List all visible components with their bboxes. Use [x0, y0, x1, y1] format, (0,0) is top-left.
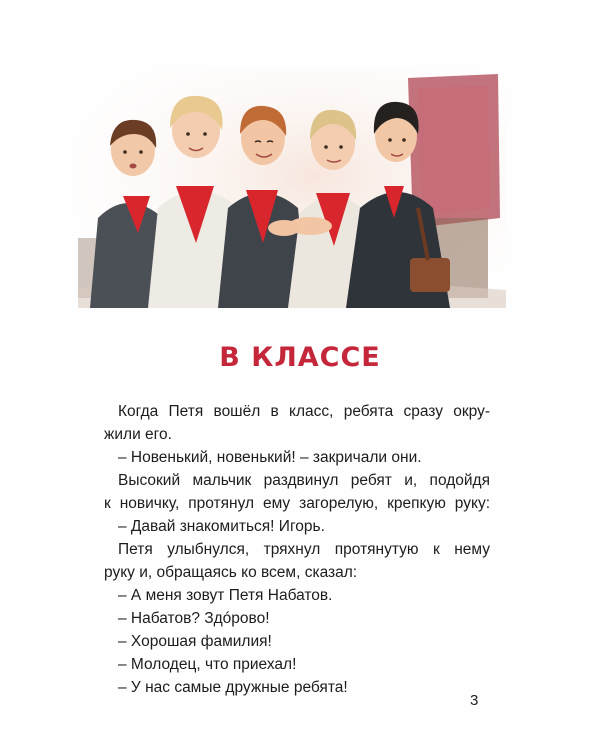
- story-line: – У нас самые дружные ребята!: [118, 679, 348, 696]
- story-line: к новичку, протянул ему загорелую, крепкую руку:: [104, 495, 490, 512]
- story-line: Петя улыбнулся, тряхнул протянутую к нему: [118, 541, 490, 558]
- story-line: – А меня зовут Петя Набатов.: [118, 587, 333, 604]
- story-line: – Новенький, новенький! – закричали они.: [118, 449, 422, 466]
- story-line: – Хорошая фамилия!: [118, 633, 272, 650]
- story-line: Когда Петя вошёл в класс, ребята сразу окру-: [118, 403, 490, 420]
- story-line: – Набатов? Здóрово!: [118, 610, 270, 627]
- page-number: 3: [470, 692, 479, 709]
- story-line: – Давай знакомиться! Игорь.: [118, 518, 325, 535]
- boys-illustration: [78, 68, 506, 308]
- story-text: [104, 400, 490, 699]
- chapter-title: В КЛАССЕ: [219, 342, 381, 373]
- story-line: руку и, обращаясь ко всем, сказал:: [104, 564, 358, 581]
- story-line: – Молодец, что приехал!: [118, 656, 297, 673]
- story-line: жили его.: [104, 426, 172, 443]
- story-line: Высокий мальчик раздвинул ребят и, подойдя: [118, 472, 490, 489]
